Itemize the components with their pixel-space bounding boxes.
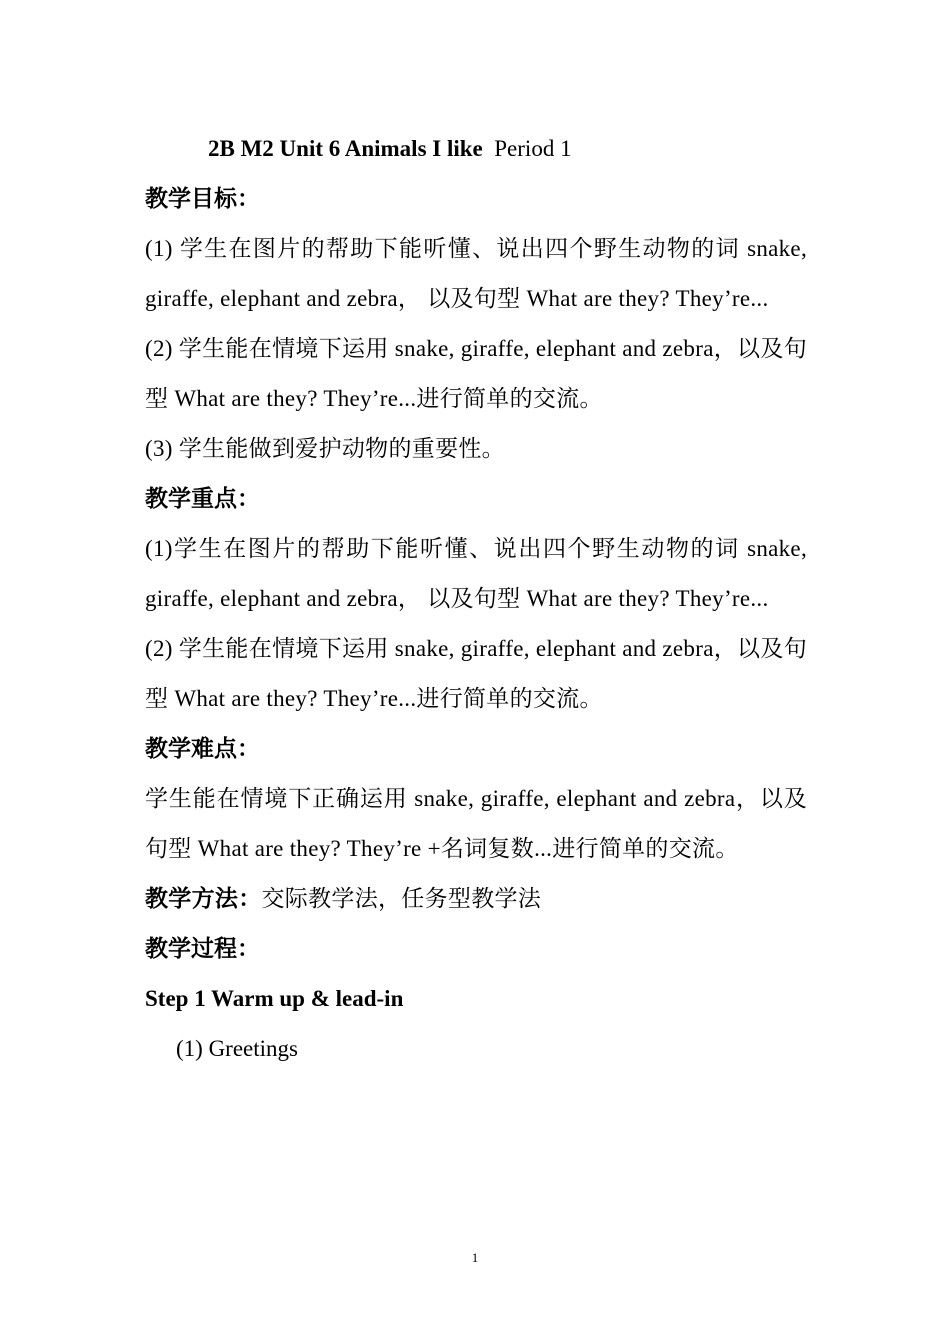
document-title	[145, 124, 807, 174]
difficulties-text: 学生能在情境下正确运用 snake, giraffe, elephant and zebra，以及句型 What are they? They’re +名词复数...进行简单的交流。	[145, 786, 807, 861]
key-points-heading: 教学重点：	[145, 486, 260, 511]
objective-item-2: (2) 学生能在情境下运用 snake, giraffe, elephant and zebra，以及句型 What are they? They’re...进行简单的交流。	[145, 336, 807, 411]
objective-item-3: (3) 学生能做到爱护动物的重要性。	[145, 436, 505, 461]
objectives-heading: 教学目标：	[145, 186, 260, 211]
page-number: 1	[471, 1250, 479, 1265]
methods-line	[145, 874, 807, 924]
document-body	[145, 124, 807, 1074]
methods-heading: 教学方法：	[145, 886, 262, 911]
title-period: Period 1	[494, 136, 572, 161]
objective-item-1: (1) 学生在图片的帮助下能听懂、说出四个野生动物的词 snake, giraffe, elephant and zebra， 以及句型 What are they? They’re...	[145, 236, 807, 311]
process-heading: 教学过程：	[145, 936, 260, 961]
title-unit: 2B M2 Unit 6 Animals I like	[208, 136, 483, 161]
key-point-item-1: (1)学生在图片的帮助下能听懂、说出四个野生动物的词 snake, giraffe, elephant and zebra， 以及句型 What are they? They’re...	[145, 536, 807, 611]
step-1-title: Step 1 Warm up & lead-in	[145, 986, 404, 1011]
difficulties-heading: 教学难点：	[145, 736, 260, 761]
key-point-item-2: (2) 学生能在情境下运用 snake, giraffe, elephant and zebra，以及句型 What are they? They’re...进行简单的交流。	[145, 636, 807, 711]
methods-text: 交际教学法，任务型教学法	[261, 886, 542, 911]
step-1-item-1: (1) Greetings	[176, 1036, 298, 1061]
